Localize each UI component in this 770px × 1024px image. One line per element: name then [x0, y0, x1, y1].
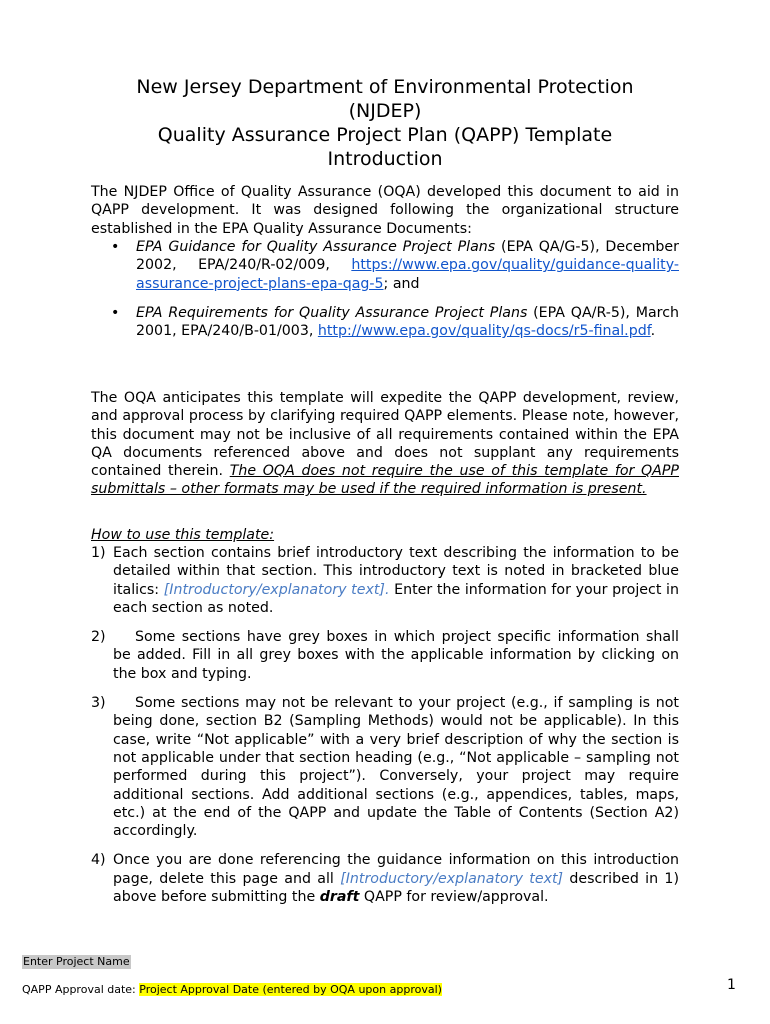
- purpose-paragraph: [91, 389, 679, 499]
- reference-detail: (EPA QA/G-5), December 2002, EPA/240/R-02/009,: [136, 239, 679, 274]
- step-number: 3): [91, 695, 106, 712]
- project-name-field[interactable]: Enter Project Name: [23, 955, 130, 968]
- step-text-end: Enter the information for your project in each section as noted.: [113, 581, 679, 616]
- reference-link[interactable]: http://www.epa.gov/quality/qs-docs/r5-final.pdf: [317, 323, 651, 340]
- approval-date-line: [22, 983, 442, 997]
- placeholder-example: [Introductory/explanatory text]: [340, 870, 564, 887]
- page-number: 1: [727, 977, 736, 993]
- title-line-4: Introduction: [327, 148, 443, 170]
- reference-title: EPA Guidance for Quality Assurance Project Plans: [136, 239, 496, 255]
- document-title: [100, 75, 670, 171]
- purpose-text: The OQA anticipates this template will expedite the QAPP development, review, and approval process by clarifying required QAPP elements. Please note, however, this document may not be inclusive of all requirements contained within the EPA QA documents referenced above and does not supplant any requirements contained therein.: [91, 390, 679, 480]
- instruction-step: [91, 544, 679, 617]
- how-to-heading: How to use this template:: [91, 527, 275, 543]
- instruction-step: [91, 694, 679, 840]
- step-text-end: QAPP for review/approval.: [359, 889, 549, 906]
- instruction-list: [91, 544, 679, 906]
- placeholder-example: [Introductory/explanatory text].: [163, 581, 390, 598]
- approval-date-label: QAPP Approval date:: [22, 983, 140, 996]
- bullet-icon: •: [111, 239, 120, 255]
- step-text: Each section contains brief introductory text describing the information to be detailed within that section. This introductory text is noted in bracketed blue italics:: [113, 545, 679, 598]
- step-number: 4): [91, 852, 106, 869]
- reference-item: [91, 238, 679, 293]
- title-line-1: New Jersey Department of Environmental Protection: [136, 76, 634, 98]
- intro-paragraph: The NJDEP Office of Quality Assurance (OQA) developed this document to aid in QAPP development. It was designed following the organizational structure established in the EPA Quality Assurance Documents:: [91, 184, 679, 237]
- reference-suffix: ; and: [383, 275, 420, 292]
- reference-detail: (EPA QA/R-5), March 2001, EPA/240/B-01/003,: [136, 304, 679, 340]
- title-line-3: Quality Assurance Project Plan (QAPP) Template: [157, 124, 613, 146]
- title-line-2: (NJDEP): [348, 100, 422, 122]
- instruction-step: [91, 851, 679, 906]
- reference-suffix: .: [650, 323, 656, 340]
- step-number: 2): [91, 629, 106, 646]
- reference-link[interactable]: https://www.epa.gov/quality/guidance-quality-assurance-project-plans-epa-qag-5: [136, 257, 679, 292]
- reference-title: EPA Requirements for Quality Assurance Project Plans: [136, 304, 528, 321]
- purpose-emphasis: The OQA does not require the use of this template for QAPP submittals – other formats may be used if the required information is present.: [91, 463, 679, 498]
- step-text: Some sections have grey boxes in which project specific information shall be added. Fill in all grey boxes with the applicable information by clicking on the box and typing.: [113, 629, 679, 682]
- step-number: 1): [91, 545, 106, 561]
- bullet-icon: •: [111, 304, 120, 321]
- instruction-step: [91, 628, 679, 683]
- approval-date-field[interactable]: Project Approval Date (entered by OQA upon approval): [139, 983, 442, 996]
- reference-list: [91, 238, 679, 340]
- step-text: Some sections may not be relevant to your project (e.g., if sampling is not being done, section B2 (Sampling Methods) would not be applicable). In this case, write “Not applicable” with a very brief description of why the section is not applicable under that section heading (e.g., “Not applicable – sampling not performed during this project”). Conversely, your project may require additional sections. Add additional sections (e.g., appendices, tables, maps, etc.) at the end of the QAPP and update the Table of Contents (Section A2) accordingly.: [113, 695, 679, 840]
- draft-emphasis: draft: [319, 889, 360, 906]
- step-text-middle: described in 1) above before submitting the: [113, 870, 679, 906]
- reference-item: [91, 304, 679, 341]
- step-text: Once you are done referencing the guidance information on this introduction page, delete this page and all: [113, 852, 679, 887]
